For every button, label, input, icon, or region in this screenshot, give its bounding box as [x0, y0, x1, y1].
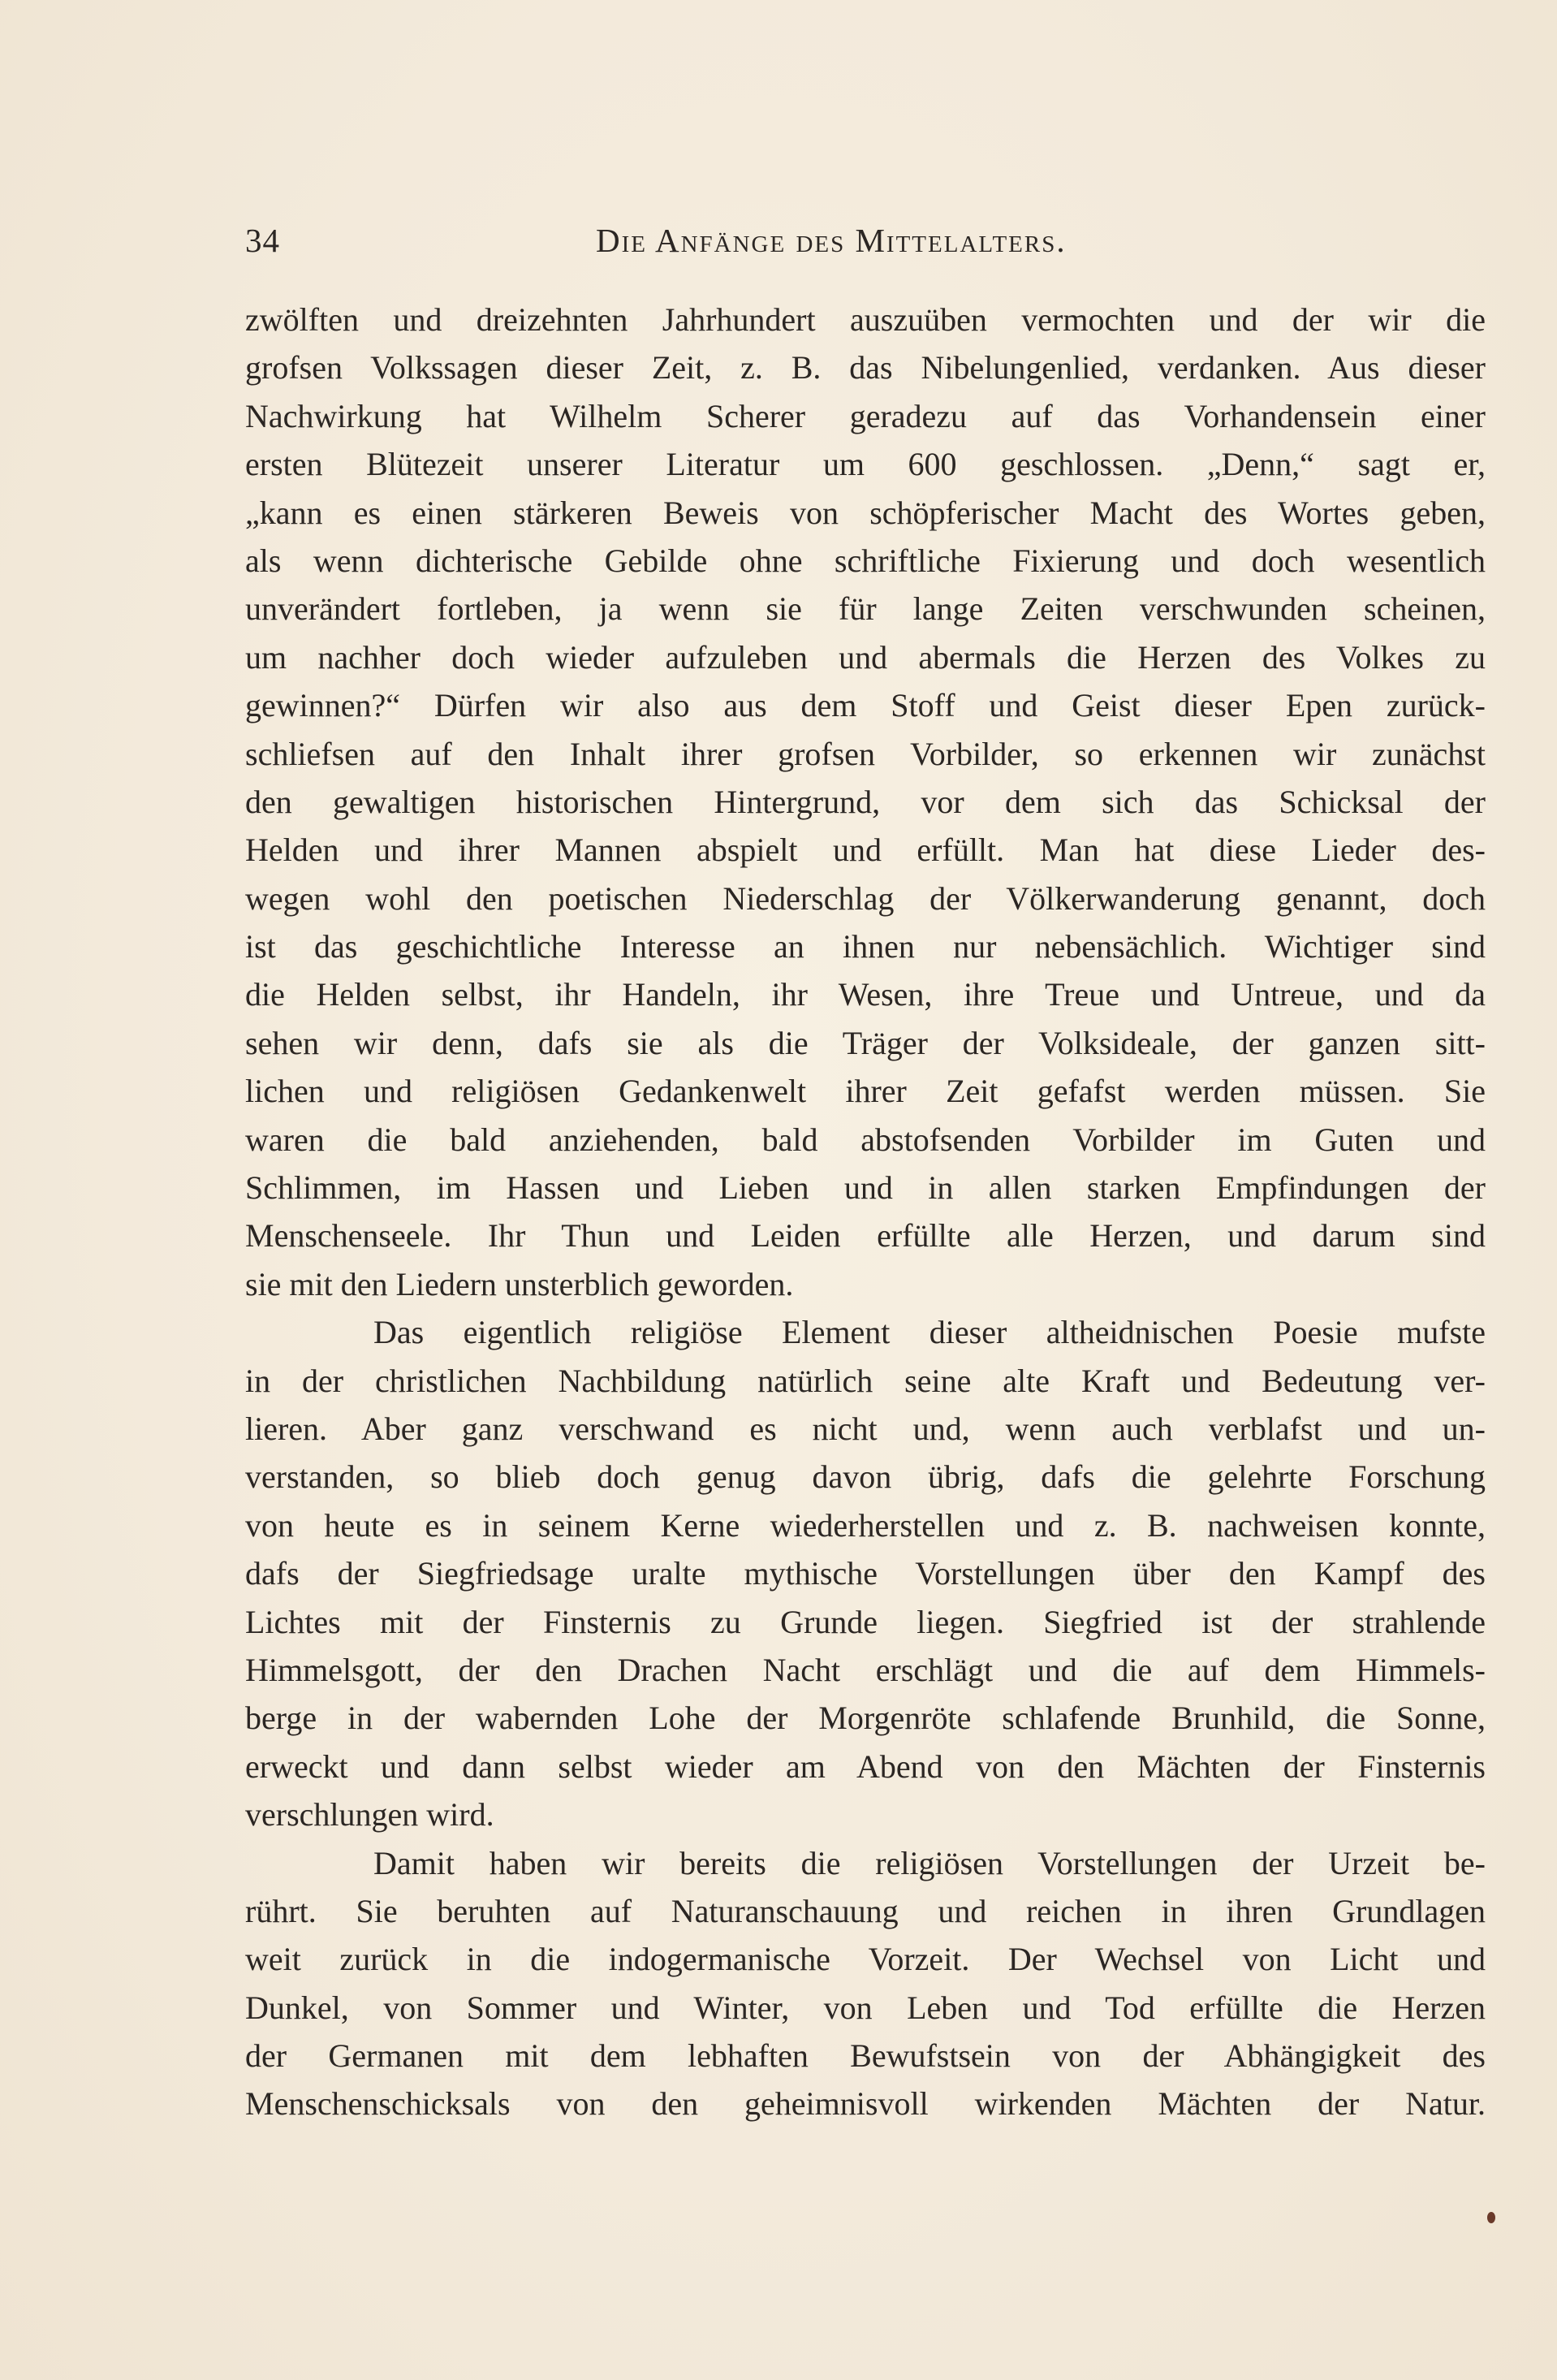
page-header [245, 221, 1495, 270]
text-line: „kann es einen stärkeren Beweis von schöpferischer Macht des Wortes geben, [245, 494, 1486, 531]
text-line: grofsen Volkssagen dieser Zeit, z. B. das Nibelungenlied, verdanken. Aus dieser [245, 349, 1486, 387]
ink-speck [1487, 2212, 1495, 2223]
text-line: Himmelsgott, der den Drachen Nacht erschlägt und die auf dem Himmels- [245, 1651, 1486, 1688]
text-line: sie mit den Liedern unsterblich geworden. [245, 1265, 794, 1302]
text-line: berge in der wabernden Lohe der Morgenröte schlafende Brunhild, die Sonne, [245, 1700, 1486, 1737]
text-line: in der christlichen Nachbildung natürlich seine alte Kraft und Bedeutung ver- [245, 1362, 1486, 1399]
text-line: Menschenseele. Ihr Thun und Leiden erfüllte alle Herzen, und darum sind [245, 1217, 1486, 1255]
text-line: unverändert fortleben, ja wenn sie für lange Zeiten verschwunden scheinen, [245, 590, 1486, 628]
paragraph-first-line: Das eigentlich religiöse Element dieser altheidnischen Poesie mufste [373, 1314, 1486, 1351]
text-line: sehen wir denn, dafs sie als die Träger der Volksideale, der ganzen sitt- [245, 1024, 1486, 1061]
text-line: verstanden, so blieb doch genug davon übrig, dafs die gelehrte Forschung [245, 1458, 1486, 1496]
text-line: ersten Blütezeit unserer Literatur um 600 geschlossen. „Denn,“ sagt er, [245, 446, 1486, 483]
text-line: von heute es in seinem Kerne wiederherstellen und z. B. nachweisen konnte, [245, 1506, 1486, 1544]
text-line: die Helden selbst, ihr Handeln, ihr Wesen, ihre Treue und Untreue, und da [245, 976, 1486, 1013]
text-line: lieren. Aber ganz verschwand es nicht und, wenn auch verblafst und un- [245, 1410, 1486, 1447]
page-number: 34 [245, 222, 280, 259]
text-line: ist das geschichtliche Interesse an ihnen nur nebensächlich. Wichtiger sind [245, 928, 1486, 965]
text-line: wegen wohl den poetischen Niederschlag der Völkerwanderung genannt, doch [245, 879, 1486, 917]
text-line: weit zurück in die indogermanische Vorzeit. Der Wechsel von Licht und [245, 1941, 1486, 1978]
text-line: waren die bald anziehenden, bald abstofsenden Vorbilder im Guten und [245, 1121, 1486, 1158]
text-line: rührt. Sie beruhten auf Naturanschauung und reichen in ihren Grundlagen [245, 1892, 1486, 1929]
text-line: Dunkel, von Sommer und Winter, von Leben und Tod erfüllte die Herzen [245, 1989, 1486, 2026]
text-line: dafs der Siegfriedsage uralte mythische Vorstellungen über den Kampf des [245, 1555, 1486, 1592]
text-line: erweckt und dann selbst wieder am Abend von den Mächten der Finsternis [245, 1747, 1486, 1785]
text-line: der Germanen mit dem lebhaften Bewufstsein von der Abhängigkeit des [245, 2037, 1486, 2075]
text-line: gewinnen?“ Dürfen wir also aus dem Stoff und Geist dieser Epen zurück- [245, 687, 1486, 724]
text-line: schliefsen auf den Inhalt ihrer grofsen Vorbilder, so erkennen wir zunächst [245, 735, 1486, 772]
text-line: Menschenschicksals von den geheimnisvoll wirkenden Mächten der Natur. [245, 2085, 1486, 2123]
text-line: verschlungen wird. [245, 1796, 494, 1834]
text-line: um nachher doch wieder aufzuleben und abermals die Herzen des Volkes zu [245, 638, 1486, 676]
body-text [245, 296, 1486, 2128]
running-title: Die Anfänge des Mittelalters. [596, 222, 1067, 259]
text-line: Schlimmen, im Hassen und Lieben und in allen starken Empfindungen der [245, 1169, 1486, 1207]
paragraph-first-line: Damit haben wir bereits die religiösen Vorstellungen der Urzeit be- [373, 1844, 1486, 1881]
text-line: zwölften und dreizehnten Jahrhundert auszuüben vermochten und der wir die [245, 301, 1486, 338]
text-line: Nachwirkung hat Wilhelm Scherer geradezu auf das Vorhandensein einer [245, 397, 1486, 434]
text-line: Helden und ihrer Mannen abspielt und erfüllt. Man hat diese Lieder des- [245, 831, 1486, 869]
text-line: den gewaltigen historischen Hintergrund, vor dem sich das Schicksal der [245, 783, 1486, 820]
text-line: als wenn dichterische Gebilde ohne schriftliche Fixierung und doch wesentlich [245, 542, 1486, 579]
text-line: Lichtes mit der Finsternis zu Grunde liegen. Siegfried ist der strahlende [245, 1603, 1486, 1640]
text-line: lichen und religiösen Gedankenwelt ihrer Zeit gefafst werden müssen. Sie [245, 1073, 1486, 1110]
